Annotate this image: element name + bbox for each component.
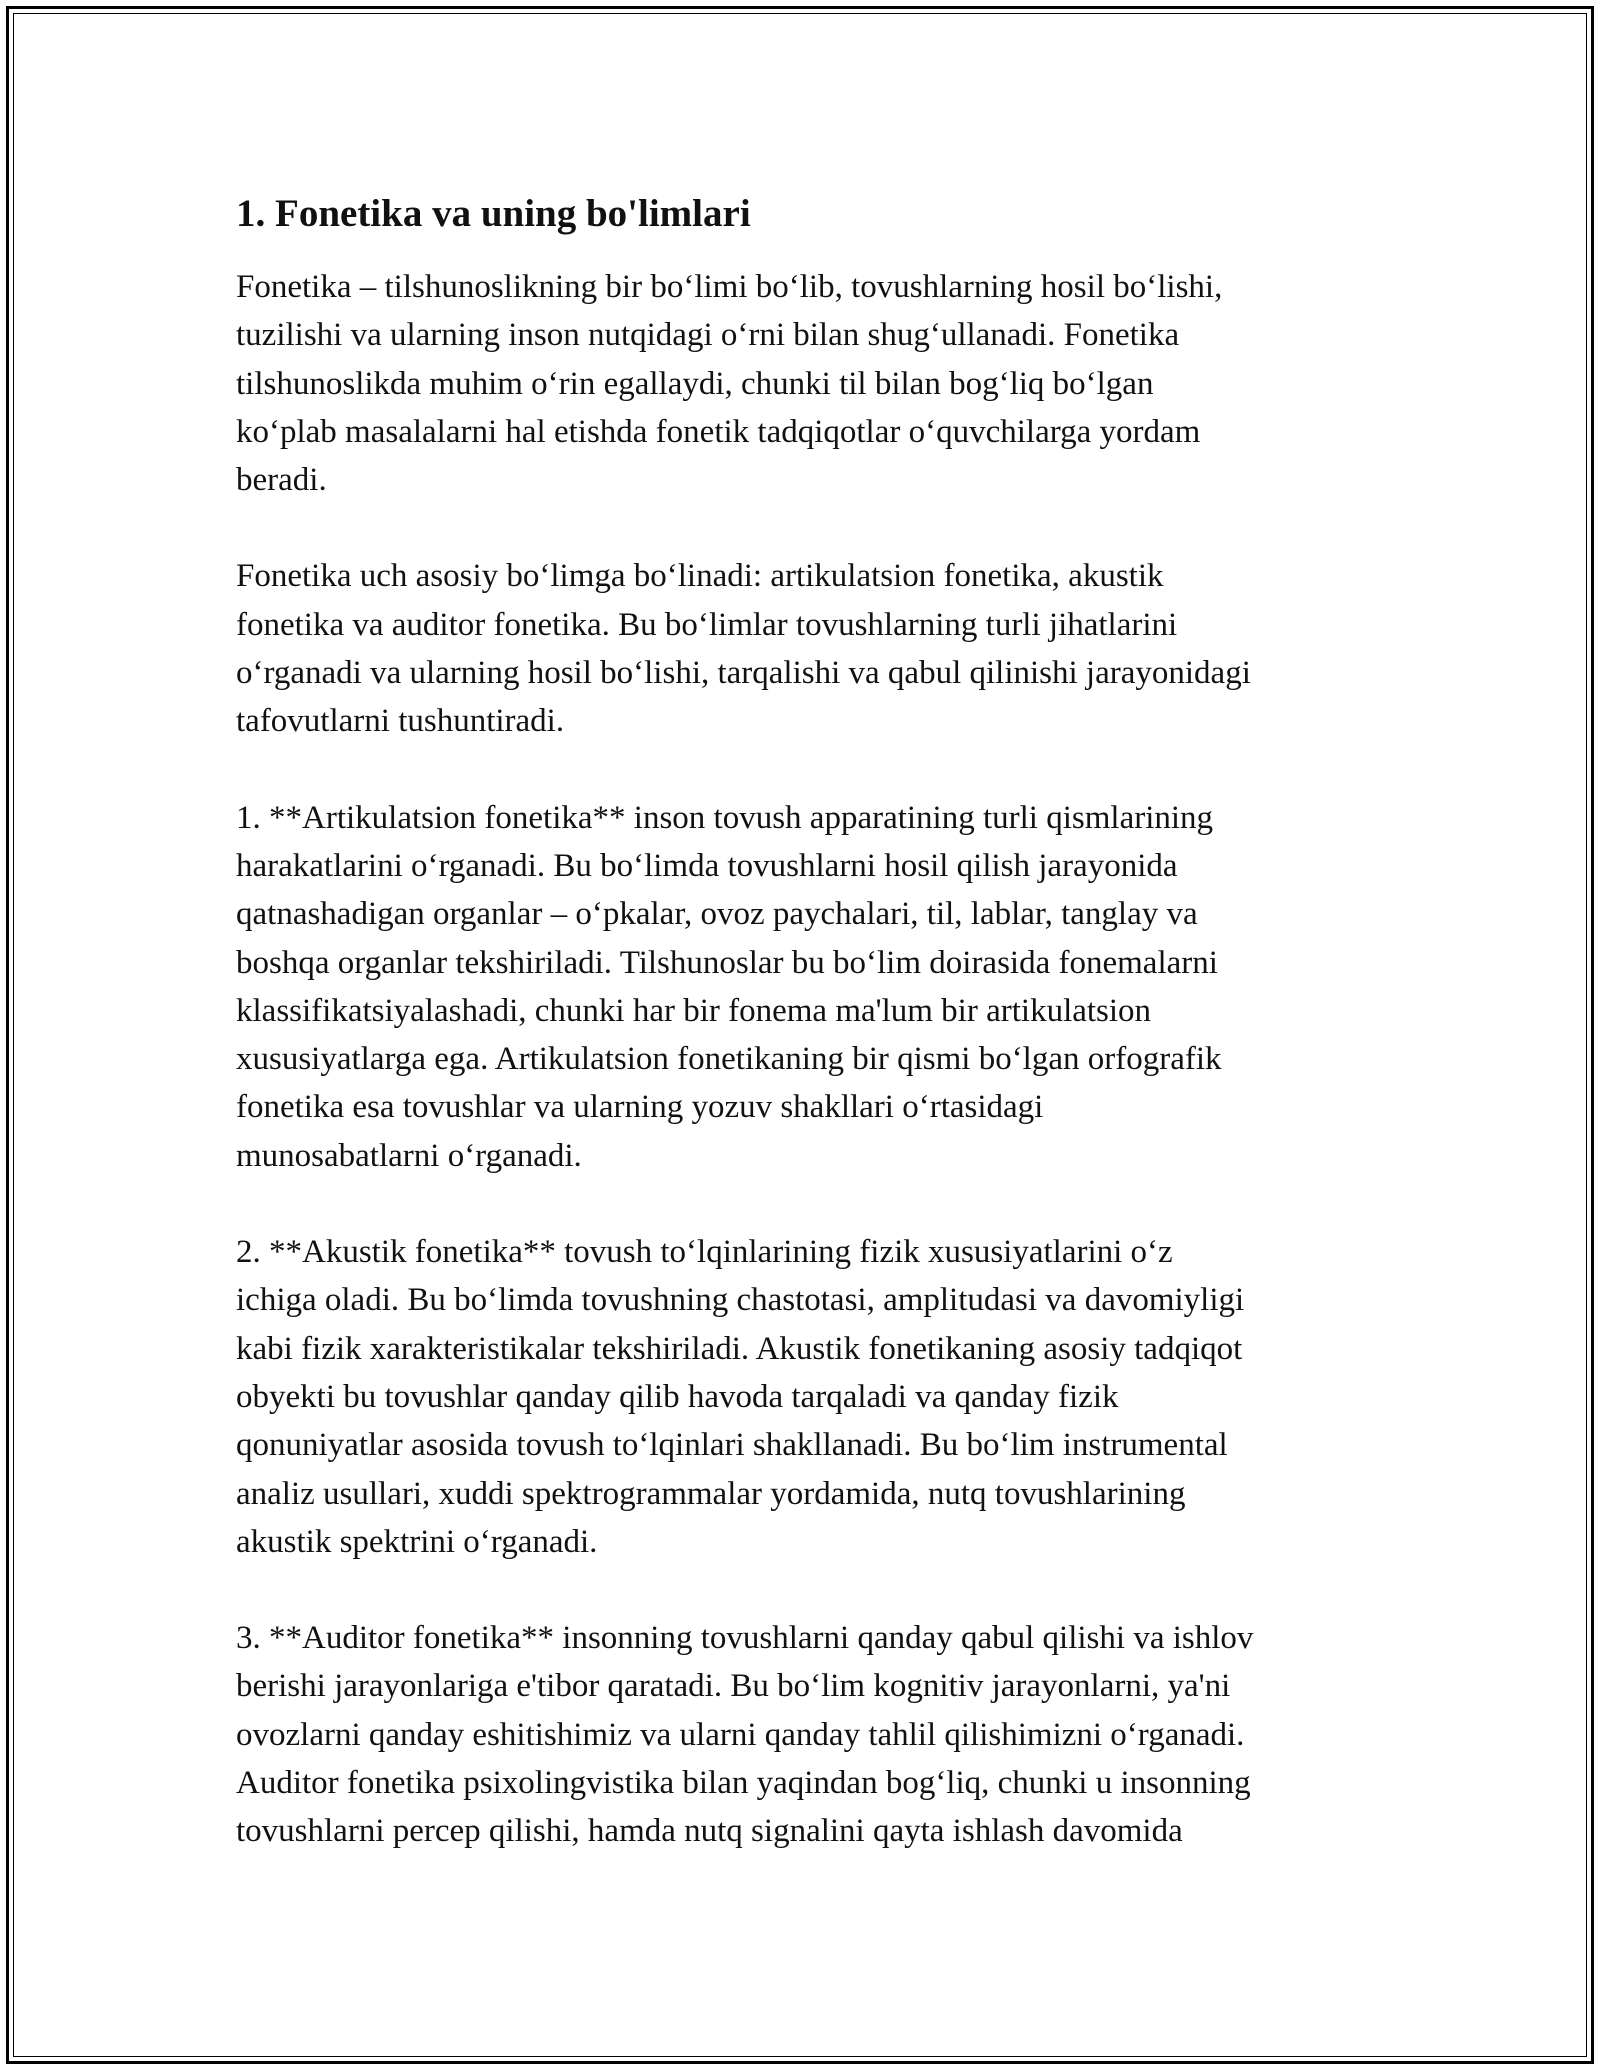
paragraph-line: boshqa organlar tekshiriladi. Tilshunoslar bu boʻlim doirasida fonemalarni [236,944,1218,981]
paragraph-line: oʻrganadi va ularning hosil boʻlishi, tarqalishi va qabul qilinishi jarayonidagi [236,655,1251,692]
paragraph-line: harakatlarini oʻrganadi. Bu boʻlimda tovushlarni hosil qilish jarayonida [236,847,1178,884]
paragraph-line: analiz usullari, xuddi spektrogrammalar yordamida, nutq tovushlarining [236,1475,1186,1512]
body-paragraph [236,1228,1366,1566]
paragraph-line: berishi jarayonlariga e'tibor qaratadi. Bu boʻlim kognitiv jarayonlarni, ya'ni [236,1668,1231,1705]
body-paragraph [236,552,1366,745]
body-paragraph [236,794,1366,1180]
paragraph-line: munosabatlarni oʻrganadi. [236,1137,582,1174]
paragraph-line: Fonetika – tilshunoslikning bir boʻlimi boʻlib, tovushlarning hosil boʻlishi, [236,269,1223,305]
paragraph-line: ovozlarni qanday eshitishimiz va ularni qanday tahlil qilishimizni oʻrganadi. [236,1716,1245,1753]
section-heading: 1. Fonetika va uning bo'limlari [236,192,751,235]
document-body [236,263,1366,1856]
paragraph-line: klassifikatsiyalashadi, chunki har bir fonema ma'lum bir artikulatsion [236,992,1152,1029]
paragraph-line: xususiyatlarga ega. Artikulatsion fonetikaning bir qismi boʻlgan orfografik [236,1041,1222,1078]
paragraph-line: qatnashadigan organlar – oʻpkalar, ovoz paychalari, til, lablar, tanglay va [236,896,1198,933]
paragraph-line: akustik spektrini oʻrganadi. [236,1523,598,1560]
paragraph-line: 3. **Auditor fonetika** insonning tovushlarni qanday qabul qilishi va ishlov [236,1620,1254,1657]
paragraph-line: ichiga oladi. Bu boʻlimda tovushning chastotasi, amplitudasi va davomiyligi [236,1282,1245,1319]
paragraph-line: 2. **Akustik fonetika** tovush toʻlqinlarining fizik xususiyatlarini oʻz [236,1234,1173,1271]
paragraph-line: tovushlarni percep qilishi, hamda nutq signalini qayta ishlash davomida [236,1813,1183,1850]
paragraph-line: obyekti bu tovushlar qanday qilib havoda tarqaladi va qanday fizik [236,1378,1119,1415]
paragraph-line: fonetika esa tovushlar va ularning yozuv shakllari oʻrtasidagi [236,1089,1044,1126]
paragraph-line: 1. **Artikulatsion fonetika** inson tovush apparatining turli qismlarining [236,799,1214,836]
paragraph-line: fonetika va auditor fonetika. Bu boʻlimlar tovushlarning turli jihatlarini [236,606,1178,643]
paragraph-line: Auditor fonetika psixolingvistika bilan yaqindan bogʻliq, chunki u insonning [236,1765,1251,1802]
paragraph-line: qonuniyatlar asosida tovush toʻlqinlari shakllanadi. Bu boʻlim instrumental [236,1427,1228,1464]
paragraph-line: kabi fizik xarakteristikalar tekshiriladi. Akustik fonetikaning asosiy tadqiqot [236,1330,1243,1367]
paragraph-line: tilshunoslikda muhim oʻrin egallaydi, chunki til bilan bogʻliq boʻlgan [236,365,1154,402]
body-paragraph [236,1614,1366,1855]
paragraph-line: tafovutlarni tushuntiradi. [236,703,565,740]
paragraph-line: koʻplab masalalarni hal etishda fonetik tadqiqotlar oʻquvchilarga yordam [236,413,1201,450]
paragraph-line: tuzilishi va ularning inson nutqidagi oʻrni bilan shugʻullanadi. Fonetika [236,317,1180,354]
body-paragraph [236,263,1366,504]
document-page [236,188,1366,1904]
paragraph-line: Fonetika uch asosiy boʻlimga boʻlinadi: artikulatsion fonetika, akustik [236,558,1164,595]
paragraph-line: beradi. [236,462,327,499]
